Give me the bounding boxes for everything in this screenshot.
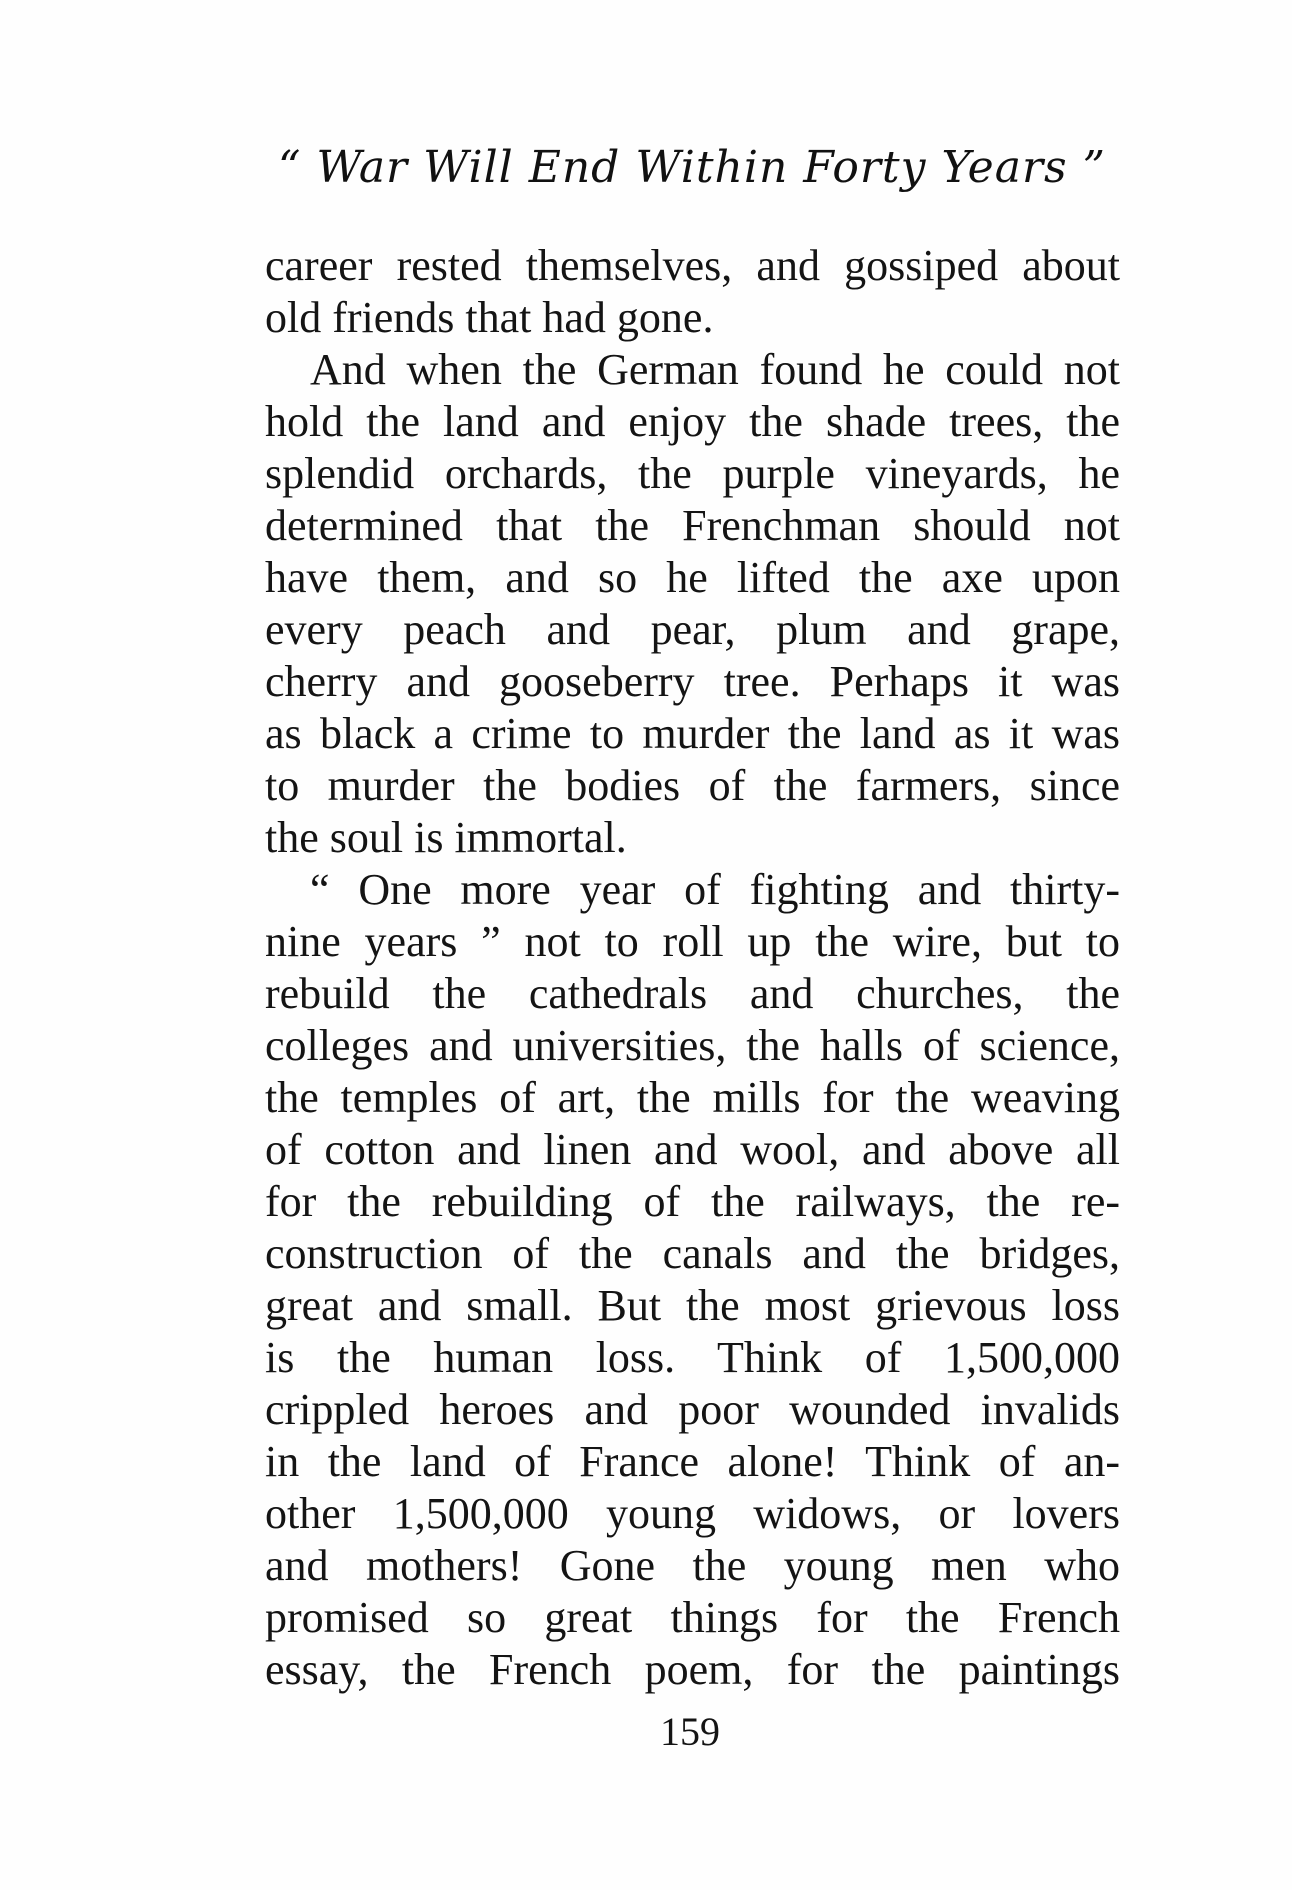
text-line: promised so great things for the French [265, 1593, 1120, 1642]
text-line: And when the German found he could not [310, 345, 1120, 394]
text-line: to murder the bodies of the farmers, since [265, 761, 1120, 810]
text-line: career rested themselves, and gossiped about [265, 241, 1120, 290]
text-line: every peach and pear, plum and grape, [265, 605, 1120, 654]
text-line: is the human loss. Think of 1,500,000 [265, 1333, 1120, 1382]
text-line: for the rebuilding of the railways, the re- [265, 1177, 1120, 1226]
text-line: other 1,500,000 young widows, or lovers [265, 1489, 1120, 1538]
text-line: of cotton and linen and wool, and above all [265, 1125, 1120, 1174]
text-line: colleges and universities, the halls of science, [265, 1021, 1120, 1070]
text-line: have them, and so he lifted the axe upon [265, 553, 1120, 602]
page-number: 159 [660, 1709, 720, 1754]
text-line: cherry and gooseberry tree. Perhaps it was [265, 657, 1120, 706]
text-line: the temples of art, the mills for the weaving [265, 1073, 1120, 1122]
text-line: great and small. But the most grievous loss [265, 1281, 1120, 1330]
text-line: construction of the canals and the bridges, [265, 1229, 1120, 1278]
text-line: “ One more year of fighting and thirty- [310, 865, 1120, 914]
text-line: hold the land and enjoy the shade trees, the [265, 397, 1120, 446]
text-line: in the land of France alone! Think of an- [265, 1437, 1120, 1486]
text-line: the soul is immortal. [265, 813, 627, 862]
text-line: essay, the French poem, for the paintings [265, 1645, 1120, 1694]
running-head: “ War Will End Within Forty Years ” [277, 142, 1107, 193]
text-line: nine years ” not to roll up the wire, but to [265, 917, 1120, 966]
text-line: splendid orchards, the purple vineyards, he [265, 449, 1120, 498]
text-line: determined that the Frenchman should not [265, 501, 1120, 550]
text-line: crippled heroes and poor wounded invalids [265, 1385, 1120, 1434]
text-line: and mothers! Gone the young men who [265, 1541, 1120, 1590]
text-line: as black a crime to murder the land as it was [265, 709, 1120, 758]
text-line: old friends that had gone. [265, 293, 714, 342]
text-line: rebuild the cathedrals and churches, the [265, 969, 1120, 1018]
